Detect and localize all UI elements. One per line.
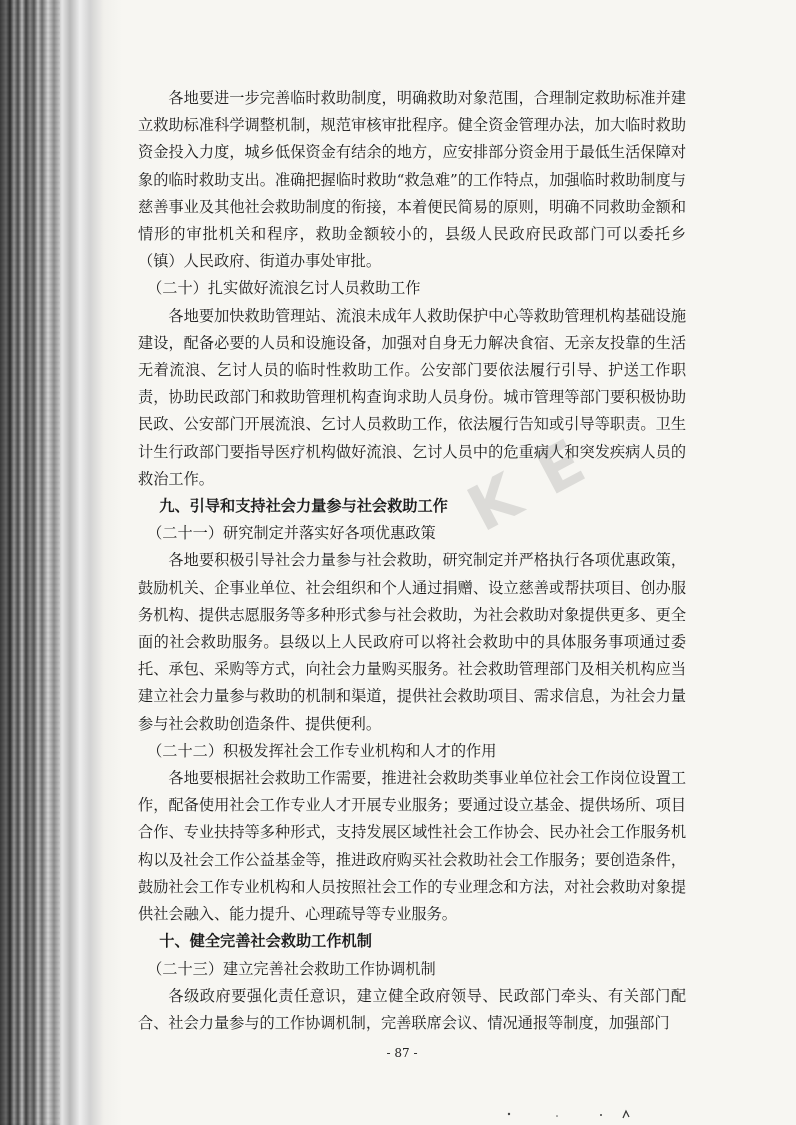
- subheading-20: （二十）扎实做好流浪乞讨人员救助工作: [147, 279, 421, 298]
- paragraph-temporary-assistance: 各地要进一步完善临时救助制度，明确救助对象范围，合理制定救助标准并建立救助标准科学调整机制，规范审核审批程序。健全资金管理办法，加大临时救助资金投入力度，城乡低保资金有结余的地方，应安排部分资金用于最低生活保障对象的临时救助支出。准确把握临时救助“救急难”的工作特点，加强临时救助制度与慈善事业及其他社会救助制度的衔接，本着便民简易的原则，明确不同救助金额和情形的审批机关和程序，救助金额较小的，县级人民政府民政部门可以委托乡（镇）人民政府、街道办事处审批。: [138, 89, 686, 271]
- scan-specks: [505, 1108, 645, 1120]
- heading-9: 九、引导和支持社会力量参与社会救助工作: [159, 497, 448, 516]
- heading-10: 十、健全完善社会救助工作机制: [159, 932, 372, 951]
- paragraph-social-work: 各地要根据社会救助工作需要，推进社会救助类事业单位社会工作岗位设置工作，配备使用社会工作专业人才开展专业服务；要通过设立基金、提供场所、项目合作、专业扶持等多种形式，支持发展区域性社会工作协会、民办社会工作服务机构以及社会工作公益基金等，推进政府购买社会救助社会工作服务；要创造条件，鼓励社会工作专业机构和人员按照社会工作的专业理念和方法，对社会救助对象提供社会融入、能力提升、心理疏导等专业服务。: [138, 769, 686, 924]
- subheading-21: （二十一）研究制定并落实好各项优惠政策: [147, 524, 436, 543]
- watermark-stamp: K E: [455, 423, 600, 546]
- paragraph-vagrant-assistance: 各地要加快救助管理站、流浪未成年人救助保护中心等救助管理机构基础设施建设，配备必要的人员和设施设备，加强对自身无力解决食宿、无亲友投靠的生活无着流浪、乞讨人员的临时性救助工作。公安部门要依法履行引导、护送工作职责，协助民政部门和救助管理机构查询求助人员身份。城市管理等部门要积极协助民政、公安部门开展流浪、乞讨人员救助工作，依法履行告知或引导等职责。卫生计生行政部门要指导医疗机构做好流浪、乞讨人员中的危重病人和突发疾病人员的救治工作。: [138, 306, 686, 488]
- paragraph-coordination-mechanism: 各级政府要强化责任意识，建立健全政府领导、民政部门牵头、有关部门配合、社会力量参与的工作协调机制，完善联席会议、情况通报等制度，加强部门: [138, 986, 686, 1032]
- paragraph-preferential-policies: 各地要积极引导社会力量参与社会救助，研究制定并严格执行各项优惠政策，鼓励机关、企事业单位、社会组织和个人通过捐赠、设立慈善或帮扶项目、创办服务机构、提供志愿服务等多种形式参与社会救助，为社会救助对象提供更多、更全面的社会救助服务。县级以上人民政府可以将社会救助中的具体服务事项通过委托、承包、采购等方式，向社会力量购买服务。社会救助管理部门及相关机构应当建立社会力量参与救助的机制和渠道，提供社会救助项目、需求信息，为社会力量参与社会救助创造条件、提供便利。: [138, 551, 686, 733]
- document-body: [138, 85, 686, 1037]
- scan-binding-edge: [0, 0, 122, 1125]
- subheading-23: （二十三）建立完善社会救助工作协调机制: [147, 959, 436, 978]
- subheading-22: （二十二）积极发挥社会工作专业机构和人才的作用: [147, 741, 497, 760]
- page-number: - 87 -: [386, 1046, 418, 1060]
